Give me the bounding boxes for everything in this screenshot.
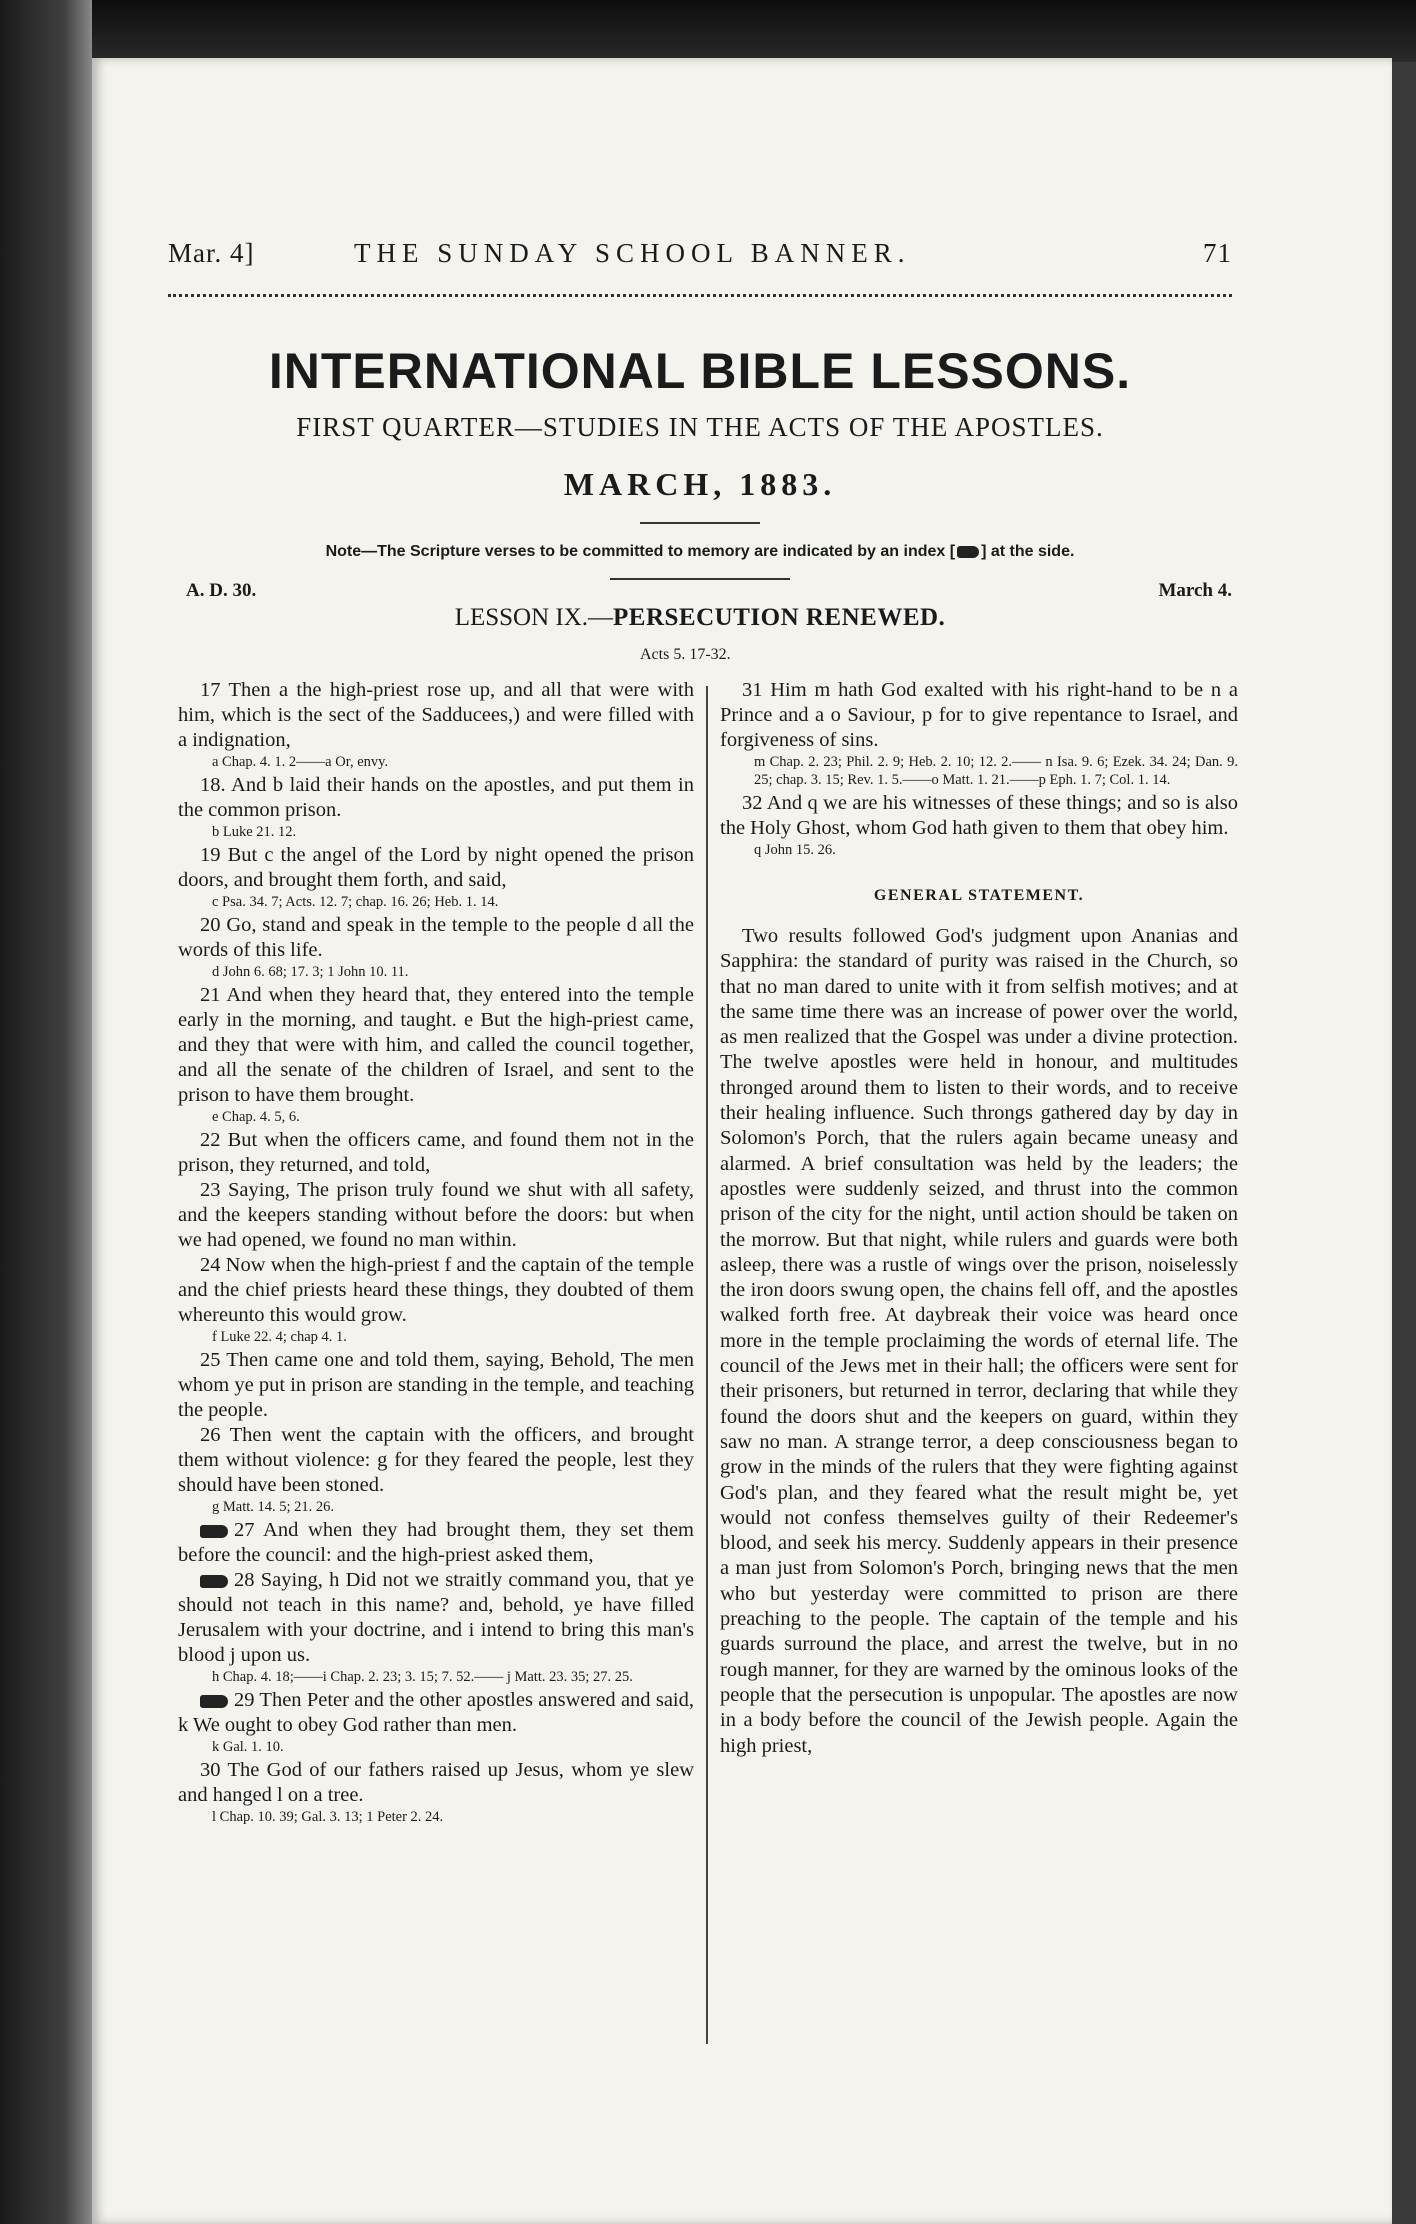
memory-verse (178, 1568, 694, 1668)
verse-text: 25 Then came one and told them, saying, Behold, The men whom ye put in prison are standing in the temple, and teaching the people. (178, 1349, 694, 1421)
verse-text: 30 The God of our fathers raised up Jesus, whom ye slew and hanged l on a tree. (178, 1759, 694, 1806)
header-rule (168, 294, 1232, 297)
left-column (178, 678, 694, 1828)
scripture-reference: Acts 5. 17-32. (640, 646, 731, 663)
verse (178, 678, 694, 753)
verse (178, 1253, 694, 1328)
cross-reference: b Luke 21. 12. (212, 824, 297, 840)
memory-note-end: ] at the side. (981, 543, 1075, 560)
verse-text: 19 But c the angel of the Lord by night opened the prison doors, and brought them forth, and said, (178, 844, 694, 891)
memory-verse (178, 1518, 694, 1568)
verse (178, 1348, 694, 1423)
verse-text: 18. And b laid their hands on the apostles, and put them in the common prison. (178, 774, 694, 821)
scanner-background-left (0, 0, 92, 2224)
memory-verse (178, 1688, 694, 1738)
verse-text: 20 Go, stand and speak in the temple to the people d all the words of this life. (178, 914, 694, 961)
cross-reference: q John 15. 26. (754, 842, 836, 858)
cross-reference: m Chap. 2. 23; Phil. 2. 9; Heb. 2. 10; 12. 2.—— n Isa. 9. 6; Ezek. 34. 24; Dan. 9. 25; chap. 3. 15; Rev. 1. 5.——o Matt. 1. 21.——p Eph. 1. 7; Col. 1. 14. (754, 754, 1238, 788)
statement-heading: GENERAL STATEMENT. (873, 887, 1085, 904)
lesson-number: LESSON IX.— (454, 604, 614, 631)
magazine-name: THE SUNDAY SCHOOL BANNER. (354, 238, 911, 268)
verse (178, 983, 694, 1108)
verse (178, 913, 694, 963)
verse (720, 791, 1238, 841)
verse (720, 678, 1238, 753)
verse-text: 31 Him m hath God exalted with his right-hand to be n a Prince and a o Saviour, p for to give repentance to Israel, and forgiveness of sins. (720, 679, 1238, 751)
cross-reference: a Chap. 4. 1. 2——a Or, envy. (212, 754, 389, 770)
cross-reference: h Chap. 4. 18;——i Chap. 2. 23; 3. 15; 7. 52.—— j Matt. 23. 35; 27. 25. (212, 1669, 633, 1685)
verse (178, 773, 694, 823)
page-subtitle: FIRST QUARTER—STUDIES IN THE ACTS OF THE APOSTLES. (296, 412, 1104, 442)
memory-note-start: Note—The Scripture verses to be committed to memory are indicated by an index [ (325, 543, 956, 560)
cross-reference: k Gal. 1. 10. (212, 1739, 284, 1755)
verse-text: 23 Saying, The prison truly found we shut with all safety, and the keepers standing without before the doors: but when we had opened, we found no man within. (178, 1179, 694, 1251)
page-title: INTERNATIONAL BIBLE LESSONS. (268, 343, 1132, 399)
verse-text: 32 And q we are his witnesses of these things; and so is also the Holy Ghost, whom God hath given to them that obey him. (720, 792, 1238, 839)
verse-text: 24 Now when the high-priest f and the captain of the temple and the chief priests heard these things, they doubted of them whereunto this would grow. (178, 1254, 694, 1326)
lesson-year: A. D. 30. (186, 580, 257, 601)
cross-reference: d John 6. 68; 17. 3; 1 John 10. 11. (212, 964, 409, 980)
right-column (720, 678, 1238, 1759)
verse-text: 28 Saying, h Did not we straitly command you, that ye should not teach in this name? and, behold, ye have filled Jerusalem with your doctrine, and i intend to bring this man's blood j upon us. (178, 1569, 694, 1666)
pointing-hand-icon (957, 546, 979, 558)
cross-reference: g Matt. 14. 5; 21. 26. (212, 1499, 335, 1515)
title-divider (640, 522, 760, 524)
running-header (168, 238, 1232, 278)
issue-month: MARCH, 1883. (563, 466, 837, 502)
column-divider (706, 686, 708, 2044)
verse (178, 843, 694, 893)
verse (178, 1128, 694, 1178)
memory-note (168, 543, 1232, 561)
verse-text: 21 And when they heard that, they entered into the temple early in the morning, and taught. e But the high-priest came, and they that were with him, and called the council together, and all the senate of the children of Israel, and sent to the prison to have them brought. (178, 984, 694, 1106)
verse-text: 29 Then Peter and the other apostles answered and said, k We ought to obey God rather than men. (178, 1689, 694, 1736)
pointing-hand-icon (200, 1525, 228, 1538)
cross-reference: f Luke 22. 4; chap 4. 1. (212, 1329, 347, 1345)
verse-text: 22 But when the officers came, and found them not in the prison, they returned, and told, (178, 1129, 694, 1176)
note-divider (610, 578, 790, 580)
verse (178, 1758, 694, 1808)
lesson-name: PERSECUTION RENEWED. (613, 604, 946, 631)
lesson-heading (168, 604, 1232, 632)
pointing-hand-icon (200, 1575, 228, 1588)
verse-text: 26 Then went the captain with the officers, and brought them without violence: g for they feared the people, lest they should have been stoned. (178, 1424, 694, 1496)
issue-date: Mar. 4] (168, 238, 255, 268)
right-column-verses (720, 678, 1238, 859)
verse-text: 27 And when they had brought them, they set them before the council: and the high-priest asked them, (178, 1519, 694, 1566)
statement-paragraph: Two results followed God's judgment upon Ananias and Sapphira: the standard of purity was raised in the Church, so that no man dared to unite with it from selfish motives; and at the same time there was an increase of power over the world, as men realized that the Gospel was under a divine protection. The twelve apostles were held in honour, and multitudes thronged around them to listen to their words, and to receive their healing influence. Such throngs gathered day by day in Solomon's Porch, that the rulers again became uneasy and alarmed. A brief consultation was held by the leaders; the apostles were suddenly seized, and thrust into the common prison of the city for the night, until action should be taken on the morrow. But that night, while rulers and guards were both asleep, there was a rustle of wings over the prison, noiselessly the iron doors swung open, the chains fell off, and the apostles walked forth free. At daybreak their voice was heard once more in the temple proclaiming the words of eternal life. The council of the Jews met in their hall; the officers were sent for their prisoners, but returned in terror, declaring that while they found the doors shut and the keepers on guard, within they saw no man. A strange terror, a deep consciousness began to grow in the minds of the rulers that they were fighting against God's plan, and they feared what the result might be, yet would not confess themselves guilty of their Redeemer's blood, and seek his mercy. Suddenly appears in their presence a man just from Solomon's Porch, bringing news that the men who but yesterday were committed to prison are there preaching to the people. The captain of the temple and his guards surround the place, and arrest the twelve, but in no rough manner, for they are warned by the ominous looks of the people that the persecution is unpopular. The apostles are now in a body before the council of the Jewish people. Again the high priest, (720, 925, 1238, 1757)
verse (178, 1178, 694, 1253)
lesson-date: March 4. (1158, 580, 1232, 601)
cross-reference: l Chap. 10. 39; Gal. 3. 13; 1 Peter 2. 24. (212, 1809, 444, 1825)
verse (178, 1423, 694, 1498)
scanner-background-top (0, 0, 1416, 62)
verse-text: 17 Then a the high-priest rose up, and all that were with him, which is the sect of the Sadducees,) and were filled with a indignation, (178, 679, 694, 751)
cross-reference: c Psa. 34. 7; Acts. 12. 7; chap. 16. 26; Heb. 1. 14. (212, 894, 499, 910)
page-number: 71 (1203, 238, 1232, 268)
pointing-hand-icon (200, 1695, 228, 1708)
cross-reference: e Chap. 4. 5, 6. (212, 1109, 300, 1125)
